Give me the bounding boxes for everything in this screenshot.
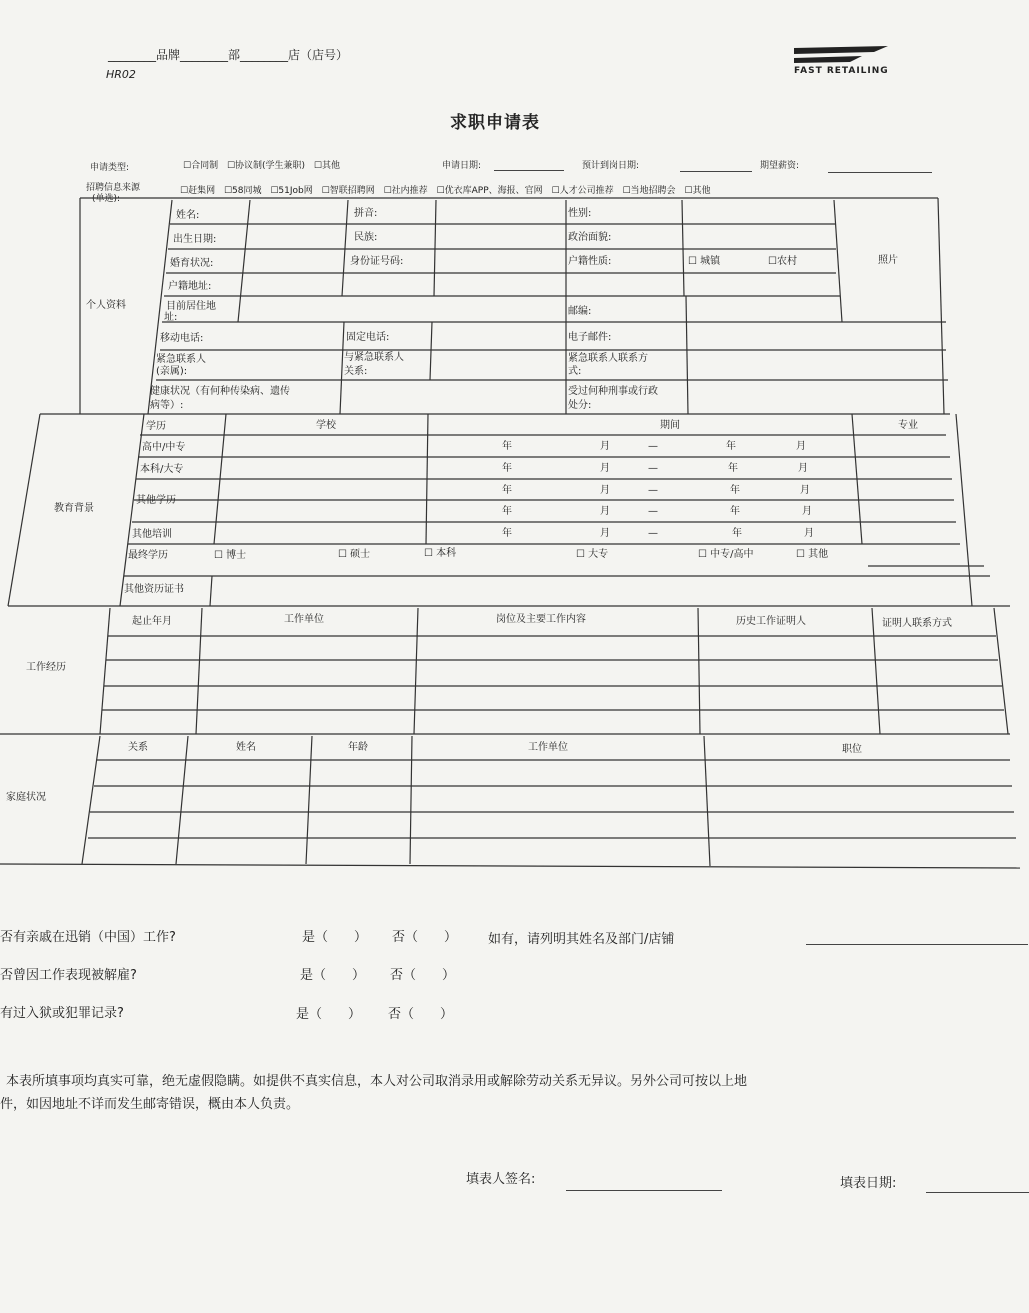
period-month: 月 [600,506,610,517]
label-name: 姓名: [176,210,200,221]
label-emergency-2: (亲属): [156,366,188,377]
label-current-address-2: 址: [164,312,178,323]
final-degree-label: 最终学历 [128,550,168,561]
final-option-master[interactable]: ☐ 硕士 [338,549,371,560]
edu-row-highschool: 高中/中专 [142,442,186,453]
family-col-age: 年龄 [348,742,368,753]
family-col-relation: 关系 [128,742,148,753]
period-year: 年 [730,485,740,496]
declaration-line-1: 本表所填事项均真实可靠，绝无虚假隐瞒。如提供不真实信息，本人对公司取消录用或解除劳动关系无异议。另外公司可按以上地 [6,1074,748,1089]
label-emergency-contact: 紧急联系人联系方 [568,353,648,364]
question-dismissed: 否曾因工作表现被解雇? [0,968,137,983]
declaration-line-2: 件，如因地址不详而发生邮寄错误，概由本人负责。 [0,1097,300,1112]
section-education: 教育背景 [54,503,94,514]
final-option-other[interactable]: ☐ 其他 [796,549,829,560]
period-year: 年 [726,441,736,452]
label-postcode: 邮编: [568,306,592,317]
source-option[interactable]: ☐智联招聘网 [321,186,375,196]
answer-no[interactable]: 否（ ） [392,930,458,945]
edu-row-bachelor: 本科/大专 [140,464,184,475]
period-year: 年 [502,528,512,539]
label-criminal: 受过何种刑事或行政 [568,386,658,397]
answer-yes[interactable]: 是（ ） [302,930,368,945]
option-other[interactable]: ☐其他 [313,161,340,171]
period-month: 月 [600,441,610,452]
work-col-position: 岗位及主要工作内容 [496,614,586,625]
period-month: 月 [600,463,610,474]
label-marital: 婚育状况: [170,258,214,269]
work-col-employer: 工作单位 [284,614,324,625]
section-work: 工作经历 [26,662,66,673]
answer-yes[interactable]: 是（ ） [296,1007,362,1022]
signer-label: 填表人签名: [466,1172,536,1187]
answer-no[interactable]: 否（ ） [390,968,456,983]
source-option[interactable]: ☐51Job网 [270,186,313,196]
section-personal: 个人资料 [86,300,126,311]
label-criminal-2: 处分: [568,400,592,411]
family-col-employer: 工作单位 [528,742,568,753]
arrival-date-label: 预计到岗日期: [582,161,640,171]
fill-date-label: 填表日期: [840,1176,897,1191]
period-year: 年 [502,485,512,496]
label-mobile: 移动电话: [160,333,204,344]
apply-date-label: 申请日期: [442,161,482,171]
period-year: 年 [502,441,512,452]
question-criminal-record: 有过入狱或犯罪记录? [0,1006,124,1021]
source-option[interactable]: ☐人才公司推荐 [551,186,614,196]
period-dash: — [648,528,658,539]
relatives-detail-field[interactable] [806,944,1028,945]
period-dash: — [648,485,658,496]
label-emergency: 紧急联系人 [156,354,206,365]
apply-type-label: 申请类型: [90,163,130,173]
period-month: 月 [802,506,812,517]
label-emergency-contact-2: 式: [568,366,582,377]
label-relation-2: 关系: [344,366,368,377]
final-option-college[interactable]: ☐ 大专 [576,549,609,560]
family-col-name: 姓名 [236,742,256,753]
option-village[interactable]: ☐农村 [768,256,797,267]
col-school: 学校 [316,420,336,431]
family-col-position: 职位 [842,744,862,755]
question-relatives: 否有亲戚在迅销（中国）工作? [0,930,176,945]
period-dash: — [648,463,658,474]
period-dash: — [648,441,658,452]
period-year: 年 [502,463,512,474]
signer-field[interactable] [566,1190,722,1191]
label-ethnicity: 民族: [354,232,378,243]
period-dash: — [648,506,658,517]
edu-row-training: 其他培训 [132,529,172,540]
col-degree: 学历 [146,421,166,432]
photo-box-label: 照片 [878,255,898,266]
label-landline: 固定电话: [346,332,390,343]
period-month: 月 [600,528,610,539]
label-health: 健康状况（有何种传染病、遗传 [150,386,290,397]
label-email: 电子邮件: [568,332,612,343]
option-agreement[interactable]: ☐协议制(学生兼职) [226,161,306,171]
question-relatives-detail: 如有，请列明其姓名及部门/店铺 [488,932,675,947]
source-label: 招聘信息来源 [86,183,141,193]
work-col-reference-contact: 证明人联系方式 [882,618,952,629]
period-year: 年 [732,528,742,539]
option-contract[interactable]: ☐合同制 [183,161,219,171]
period-month: 月 [798,463,808,474]
period-month: 月 [804,528,814,539]
label-hukou-type: 户籍性质: [568,256,612,267]
period-year: 年 [502,506,512,517]
label-relation: 与紧急联系人 [344,352,404,363]
label-health-2: 病等）: [150,400,184,411]
source-option[interactable]: ☐赶集网 [180,186,216,196]
label-current-address: 目前居住地 [166,301,216,312]
period-month: 月 [800,485,810,496]
final-option-phd[interactable]: ☐ 博士 [214,550,247,561]
source-option[interactable]: ☐优衣库APP、海报、官网 [436,186,543,196]
source-option[interactable]: ☐当地招聘会 [622,186,676,196]
answer-yes[interactable]: 是（ ） [300,968,366,983]
period-month: 月 [600,485,610,496]
final-option-highschool[interactable]: ☐ 中专/高中 [698,549,754,560]
source-option[interactable]: ☐58同城 [223,186,262,196]
answer-no[interactable]: 否（ ） [388,1007,454,1022]
period-year: 年 [728,463,738,474]
label-political: 政治面貌: [568,232,612,243]
store-header-line: ________品牌________部________店（店号） [108,48,349,62]
label-hukou-address: 户籍地址: [168,281,212,292]
label-pinyin: 拼音: [354,208,378,219]
period-year: 年 [730,506,740,517]
salary-label: 期望薪资: [760,161,800,171]
option-town[interactable]: ☐ 城镇 [688,256,721,267]
other-certs-label: 其他资历证书 [124,584,184,595]
col-major: 专业 [898,420,918,431]
fill-date-field[interactable] [926,1192,1029,1193]
work-col-dates: 起止年月 [132,616,172,627]
form-title: 求职申请表 [450,113,540,133]
period-month: 月 [796,441,806,452]
logo-text: FAST RETAILING [794,66,889,76]
form-code: HR02 [106,68,136,81]
work-col-reference: 历史工作证明人 [736,616,806,627]
source-option[interactable]: ☐社内推荐 [383,186,428,196]
label-gender: 性别: [568,208,592,219]
source-note: (单选): [92,194,121,204]
label-birth: 出生日期: [173,234,217,245]
source-option[interactable]: ☐其他 [684,186,711,196]
edu-row-other: 其他学历 [136,495,176,506]
label-id-number: 身份证号码: [350,256,404,267]
section-family: 家庭状况 [6,792,46,803]
final-option-bachelor[interactable]: ☐ 本科 [424,548,457,559]
col-period: 期间 [660,420,680,431]
